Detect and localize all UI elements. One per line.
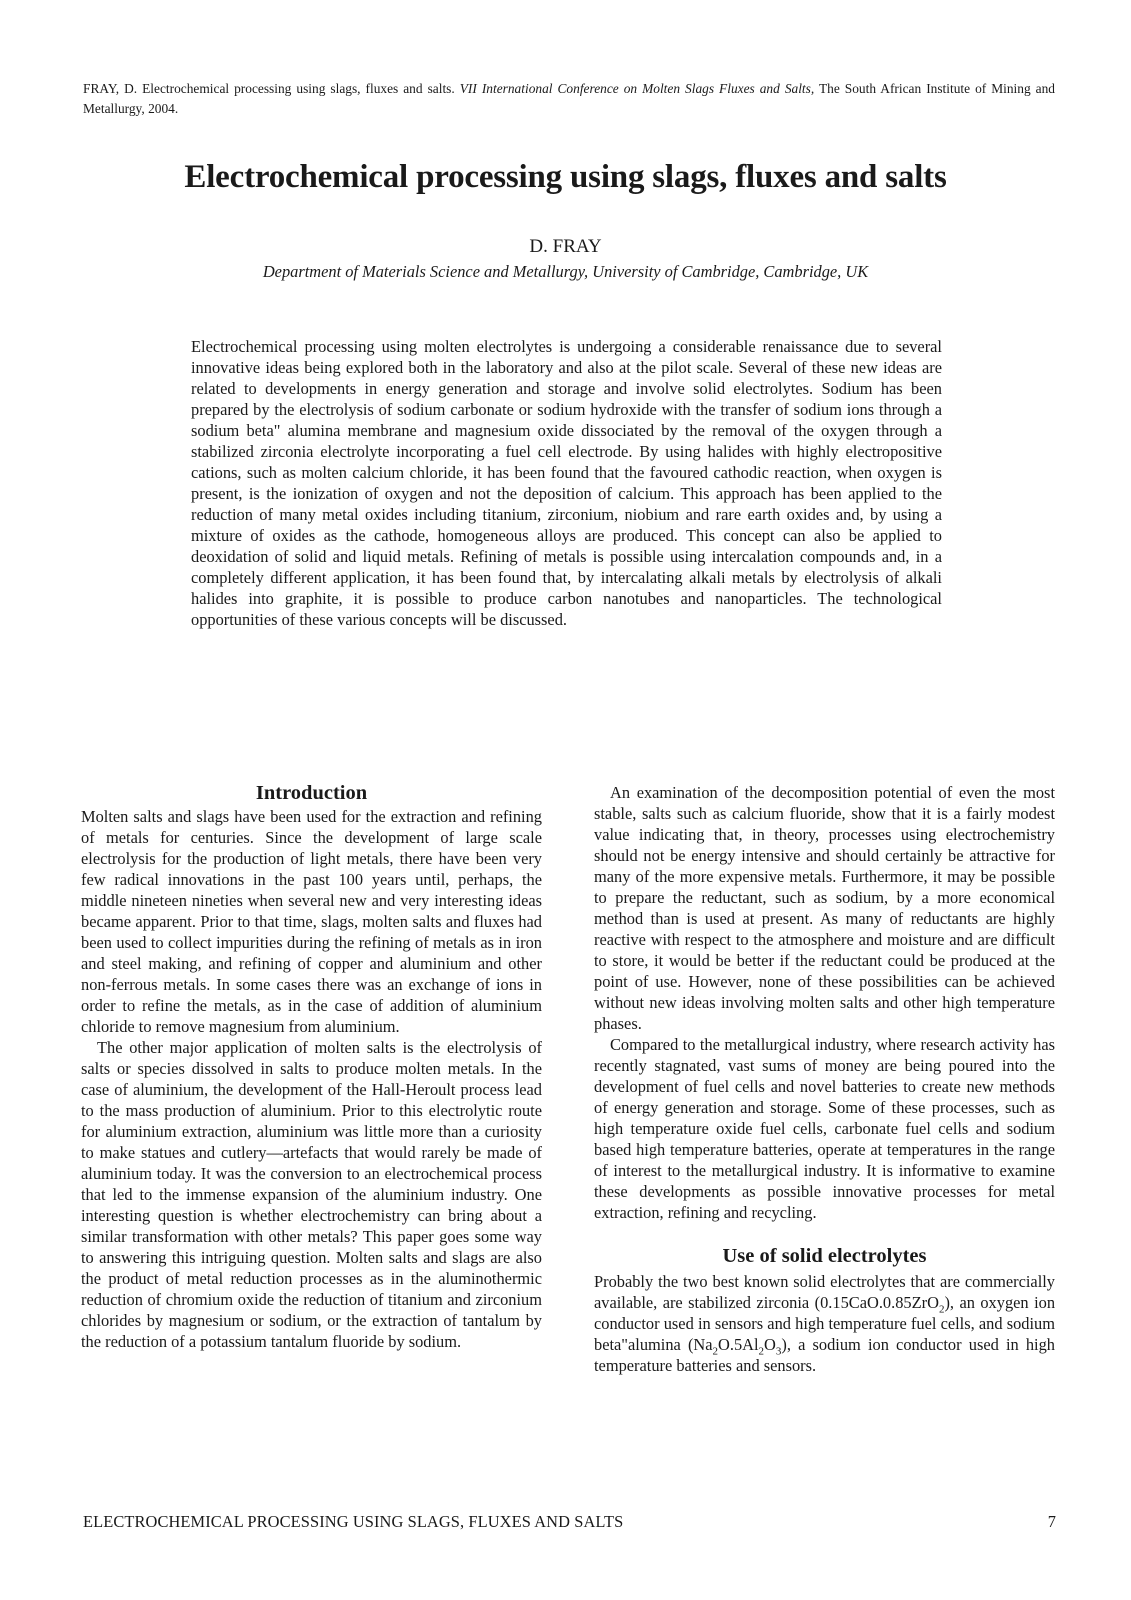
text-segment: ), an oxygen ion conductor used in sensors and high temperature fuel cells, and sodium beta"alumina (Na [594, 1293, 1056, 1354]
text-segment: Probably the two best known solid electrolytes that are commercially available, are stabilized zirconia (0.15CaO.0.85ZrO [594, 1272, 1055, 1312]
author: D. FRAY [529, 236, 602, 257]
introduction-heading: Introduction [255, 782, 368, 804]
right-paragraph-2: Compared to the metallurgical industry, where research activity has recently stagnated, vast sums of money are being poured into the development of fuel cells and novel batteries to create new methods of energy generation and storage. Some of these processes, such as high temperature oxide fuel cells, carbonate fuel cells and sodium based high temperature batteries, operate at temperatures in the range of interest to the metallurgical industry. It is informative to examine these developments as possible innovative processes for metal extraction, refining and recycling. [594, 1035, 1055, 1222]
right-paragraph-1: An examination of the decomposition potential of even the most stable, salts such as calcium fluoride, show that it is a fairly modest value indicating that, in theory, processes using electrochemistry should not be energy intensive and should certainly be attractive for many of the more expensive metals. Furthermore, it may be possible to prepare the reductant, such as sodium, by a more economical method than is used at present. As many of reductants are highly reactive with respect to the atmosphere and moisture and are difficult to store, it would be better if the reductant could be produced at the point of use. However, none of these possibilities can be achieved without new ideas involving molten salts and other high temperature phases. [594, 783, 1055, 1033]
right-column [594, 782, 1055, 1376]
subscript: 2 [758, 1345, 765, 1358]
page-number: 7 [1047, 1512, 1056, 1531]
citation-suffix: The South African Institute of Mining and Metallurgy, 2004. [83, 81, 1055, 116]
abstract: Electrochemical processing using molten electrolytes is undergoing a considerable renaissance due to several innovative ideas being explored both in the laboratory and also at the pilot scale. Several of these new ideas are related to developments in energy generation and storage and involve solid electrolytes. Sodium has been prepared by the electrolysis of sodium carbonate or sodium hydroxide with the transfer of sodium ions through a sodium beta" alumina membrane and magnesium oxide dissociated by the removal of the oxygen through a stabilized zirconia electrolyte incorporating a fuel cell electrode. By using halides with highly electropositive cations, such as molten calcium chloride, it has been found that the favoured cathodic reaction, when oxygen is present, is the ionization of oxygen and not the deposition of calcium. This approach has been applied to the reduction of many metal oxides including titanium, zirconium, niobium and rare earth oxides and, by using a mixture of oxides as the cathode, homogeneous alloys are produced. This concept can also be applied to deoxidation of solid and liquid metals. Refining of metals is possible using intercalation compounds and, in a completely different application, it has been found that, by intercalating alkali metals by electrolysis of alkali halides into graphite, it is possible to produce carbon nanotubes and nanoparticles. The technological opportunities of these various concepts will be discussed. [191, 337, 942, 629]
introduction-paragraph-1: Molten salts and slags have been used for the extraction and refining of metals for centuries. Since the development of large scale electrolysis for the production of light metals, there have been very few radical innovations in the past 100 years until, perhaps, the middle nineteen nineties when several new and very interesting ideas became apparent. Prior to that time, slags, molten salts and fluxes had been used to collect impurities during the refining of metals as in iron and steel making, and refining of copper and aluminium and other non-ferrous metals. In some cases there was an exchange of ions in order to refine the metals, as in the case of addition of aluminium chloride to remove magnesium from aluminium. [81, 807, 542, 1036]
left-column [81, 780, 542, 1352]
text-segment: O.5Al [718, 1335, 759, 1354]
solid-electrolytes-heading: Use of solid electrolytes [722, 1245, 927, 1267]
citation [83, 79, 1055, 119]
paper-title: Electrochemical processing using slags, fluxes and salts [184, 159, 947, 195]
subscript: 2 [938, 1303, 945, 1316]
running-title: ELECTROCHEMICAL PROCESSING USING SLAGS, FLUXES AND SALTS [83, 1512, 624, 1531]
solid-electrolytes-paragraph [594, 1271, 1055, 1376]
citation-prefix: FRAY, D. Electrochemical processing using slags, fluxes and salts. [83, 81, 460, 96]
subscript: 3 [775, 1345, 782, 1358]
subscript: 2 [712, 1345, 719, 1358]
affiliation: Department of Materials Science and Metallurgy, University of Cambridge, Cambridge, UK [262, 262, 869, 281]
text-segment: O [764, 1335, 776, 1354]
citation-conference: VII International Conference on Molten Slags Fluxes and Salts, [459, 81, 815, 96]
introduction-paragraph-2: The other major application of molten salts is the electrolysis of salts or species dissolved in salts to produce molten metals. In the case of aluminium, the development of the Hall-Heroult process lead to the mass production of aluminium. Prior to this electrolytic route for aluminium extraction, aluminium was little more than a curiosity to make statues and cutlery—artefacts that would rarely be made of aluminium today. It was the conversion to an electrochemical process that led to the immense expansion of the aluminium industry. One interesting question is whether electrochemistry can bring about a similar transformation with other metals? This paper goes some way to answering this intriguing question. Molten salts and slags are also the product of metal reduction processes as in the aluminothermic reduction of chromium oxide the reduction of titanium and zirconium chlorides by magnesium or sodium, or the extraction of tantalum by the reduction of a potassium tantalum fluoride by sodium. [81, 1038, 542, 1351]
text-segment: ), a sodium ion conductor used in high temperature batteries and sensors. [594, 1335, 1055, 1375]
